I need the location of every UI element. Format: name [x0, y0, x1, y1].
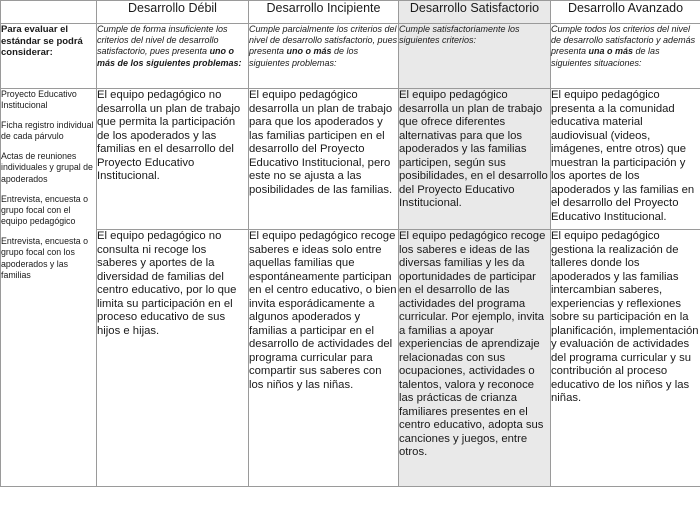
criterion-2-avanzado: El equipo pedagógico gestiona la realización de talleres donde los apoderados y las familias intercambian saberes, experiencias y reflexiones sobre su participación en la planificación, implementación y evaluación de actividades del programa curricular y su contribución al proceso educativo de los niños y las niñas. [551, 230, 700, 487]
criterion-row-1 [1, 89, 700, 230]
intro-satisfactorio: Cumple satisfactoriamente los siguientes criterios: [399, 24, 551, 89]
criterion-1-avanzado: El equipo pedagógico presenta a la comunidad educativa material audiovisual (videos, imágenes, entre otros) que muestran la participación y los aportes de los apoderados y las familias en el desarrollo del Proyecto Educativo Institucional. [551, 89, 700, 230]
criterion-2-satisfactorio: El equipo pedagógico recoge los saberes e ideas de las diversas familias y les da oportunidades de participar en el desarrollo de las actividades del programa curricular. Por ejemplo, invita a familias a apoyar experiencias de aprendizaje relacionadas con sus ocupaciones, actividades o talentos, valora y reconoce las prácticas de crianza familiares presentes en el centro educativo, adopta sus canciones y juegos, entre otros. [399, 230, 551, 487]
evidence-item: Entrevista, encuesta o grupo focal con el equipo pedagógico [1, 193, 89, 227]
header-level-satisfactorio: Desarrollo Satisfactorio [399, 1, 551, 24]
intro-row [1, 24, 700, 89]
evidence-item: Actas de reuniones individuales y grupal de apoderados [1, 151, 93, 184]
evidence-item: Proyecto Educativo Institucional [1, 89, 77, 111]
criterion-2-debil: El equipo pedagógico no consulta ni recoge los saberes y aportes de la diversidad de familias del centro educativo, por lo que limita su participación en el proceso educativo de sus hijos e hijas. [97, 230, 249, 487]
criterion-2-incipiente: El equipo pedagógico recoge saberes e ideas solo entre aquellas familias que espontáneamente participan en el centro educativo, o bien invita esporádicamente a algunos apoderados y familias a participar en el desarrollo de actividades del programa curricular para compartir sus saberes con los niños y las niñas. [249, 230, 399, 487]
criterion-1-debil: El equipo pedagógico no desarrolla un plan de trabajo que permita la participación de los apoderados y las familias en el desarrollo del Proyecto Educativo Institucional. [97, 89, 249, 230]
criterion-1-incipiente: El equipo pedagógico desarrolla un plan de trabajo para que los apoderados y las familias participen en el desarrollo del Proyecto Educativo Institucional, pero este no se ajusta a las posibilidades de las familias. [249, 89, 399, 230]
evidence-item: Entrevista, encuesta o grupo focal con los apoderados y las familias [1, 235, 89, 280]
header-level-avanzado: Desarrollo Avanzado [551, 1, 700, 24]
intro-debil: Cumple de forma insuficiente los criterios del nivel de desarrollo satisfactorio, pues presenta uno o más de los siguientes problemas: [97, 24, 249, 89]
intro-incipiente: Cumple parcialmente los criterios del nivel de desarrollo satisfactorio, pues presenta uno o más de los siguientes problemas: [249, 24, 399, 89]
intro-avanzado: Cumple todos los criterios del nivel de desarrollo satisfactorio y además presenta una o más de las siguientes situaciones: [551, 24, 700, 89]
header-level-debil: Desarrollo Débil [97, 1, 249, 24]
header-level-incipiente: Desarrollo Incipiente [249, 1, 399, 24]
intro-emphasis: uno o más de los siguientes problemas: [97, 46, 242, 68]
intro-emphasis: una o más [588, 46, 634, 57]
evidence-list [1, 89, 97, 487]
intro-emphasis: uno o más [286, 46, 332, 57]
header-row [1, 1, 700, 24]
header-corner-cell [1, 1, 97, 24]
criterion-1-satisfactorio: El equipo pedagógico desarrolla un plan de trabajo que ofrece diferentes alternativas para que los apoderados y las familias participen, según sus posibilidades, en el desarrollo del Proyecto Educativo Institucional. [399, 89, 551, 230]
evaluation-question: Para evaluar el estándar se podrá considerar: [1, 24, 97, 89]
evidence-item: Ficha registro individual de cada párvulo [1, 120, 94, 142]
criterion-row-2 [1, 230, 700, 487]
